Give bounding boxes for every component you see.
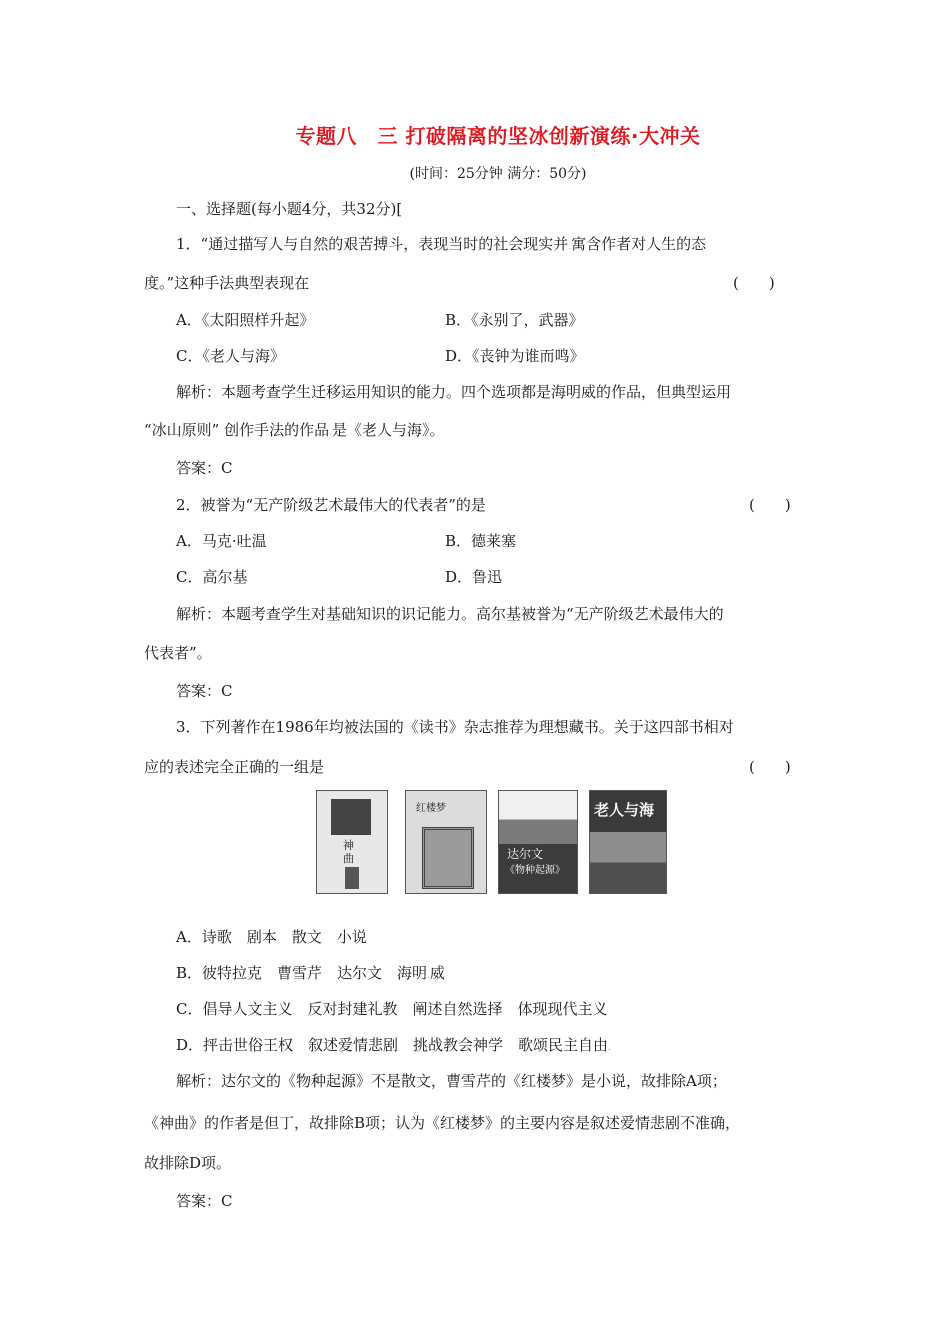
q3-analysis-line3: 故排除D项。 <box>144 1154 232 1172</box>
marker-dot: . <box>568 242 572 252</box>
book3-author: 达尔文 <box>507 847 544 861</box>
q3-stem-line2: 应的表述完全正确的一组是 <box>144 758 325 776</box>
book4-title: 老人与海 <box>594 801 655 819</box>
q3-option-b: B．彼特拉克 曹雪芹 达尔文 海明.威 <box>176 964 445 982</box>
q1-answer: 答案：C <box>176 459 233 477</box>
q1-option-b: B．《永别了，武器》 <box>445 311 584 329</box>
cover-illustration <box>331 799 371 835</box>
cover-illustration <box>422 827 474 889</box>
book-cover-origin-of-species <box>498 790 578 894</box>
cover-block <box>345 867 359 889</box>
q2-analysis-line1: 解析：本题考查学生对基础知识的识记能力。高尔基被誉为“无产阶级艺术最伟大的 <box>176 605 724 623</box>
q1-answer-paren: ( ) <box>733 274 775 292</box>
q2-answer-paren: ( ) <box>749 496 791 514</box>
q3-option-c: C．倡导人文主义 反对封建礼教 阐述自然选择 体现现代主义 <box>176 1000 608 1018</box>
q3-analysis-line2: 《神曲》的作者是但丁，故排除B项；认为《红楼梦》的主要内容是叙述爱情悲剧不准确， <box>144 1114 741 1132</box>
book-cover-images <box>316 790 666 894</box>
q2-analysis-line2: 代表者”。 <box>144 644 212 662</box>
book3-title: 《物种起源》 <box>505 865 565 876</box>
q3-answer: 答案：C <box>176 1192 233 1210</box>
q2-option-b: B．德莱塞 <box>445 532 517 550</box>
document-subtitle: (时间：25分钟 满分：50分) <box>409 166 587 182</box>
q1-stem-line2: 度。”这种手法典型表现在 <box>144 274 310 292</box>
q2-option-c: C．高尔基 <box>176 568 248 586</box>
q2-stem: 2．被誉为“无产阶级艺术最伟大的代表者”的是 <box>176 496 486 514</box>
q3-answer-paren: ( ) <box>749 758 791 776</box>
q3-option-a: A．诗歌 剧本 散文 小说 <box>176 928 367 946</box>
marker-dot: . <box>427 971 430 981</box>
marker-dot: . <box>329 428 332 438</box>
q2-option-a: A．马克·吐温 <box>176 532 267 550</box>
section-heading: 一、选择题(每小题4分，共32分)[ <box>176 200 403 218</box>
q1-option-a: A．《太阳照样升起》 <box>176 311 315 329</box>
book2-title: 红楼梦 <box>416 803 446 814</box>
book1-title: 神曲 <box>343 839 354 865</box>
q1-analysis-line1: 解析：本题考查学生迁移运用知识的能力。四个选项都是海明威的作品，但典型运用 <box>176 383 732 401</box>
q1-option-d: D．《丧钟为谁而鸣》 <box>445 347 585 365</box>
book-cover-divine-comedy <box>316 790 388 894</box>
q1-analysis-line2: “冰山原则” 创作手法的作品.是《老人与海》。 <box>144 421 445 439</box>
marker-dot: . <box>608 1043 611 1053</box>
q3-option-d: D．抨击世俗王权 叙述爱情悲剧 挑战教会神学 歌颂民主自由. <box>176 1036 611 1054</box>
q3-stem-line1: 3．下列著作在1986年均被法国的《读书》杂志推荐为理想藏书。关于这四部书相对 <box>176 718 734 736</box>
q3-analysis-line1: 解析：达尔文的《物种起源》不是散文，曹雪芹的《红楼梦》是小说，故排除A项； <box>176 1072 727 1090</box>
book-cover-old-man-and-sea <box>589 790 667 894</box>
q2-answer: 答案：C <box>176 682 233 700</box>
q1-option-c: C．《老人与海》 <box>176 347 285 365</box>
q2-option-d: D．鲁迅 <box>445 568 503 586</box>
q1-stem-line1: 1．“通过描写人与自然的艰苦搏斗，表现当时的社会现实并.寓含作者对人生的态 <box>176 235 707 253</box>
book-cover-red-chamber <box>405 790 487 894</box>
document-title: 专题八 三 打破隔离的坚冰创新演练·大冲关 <box>295 124 701 148</box>
